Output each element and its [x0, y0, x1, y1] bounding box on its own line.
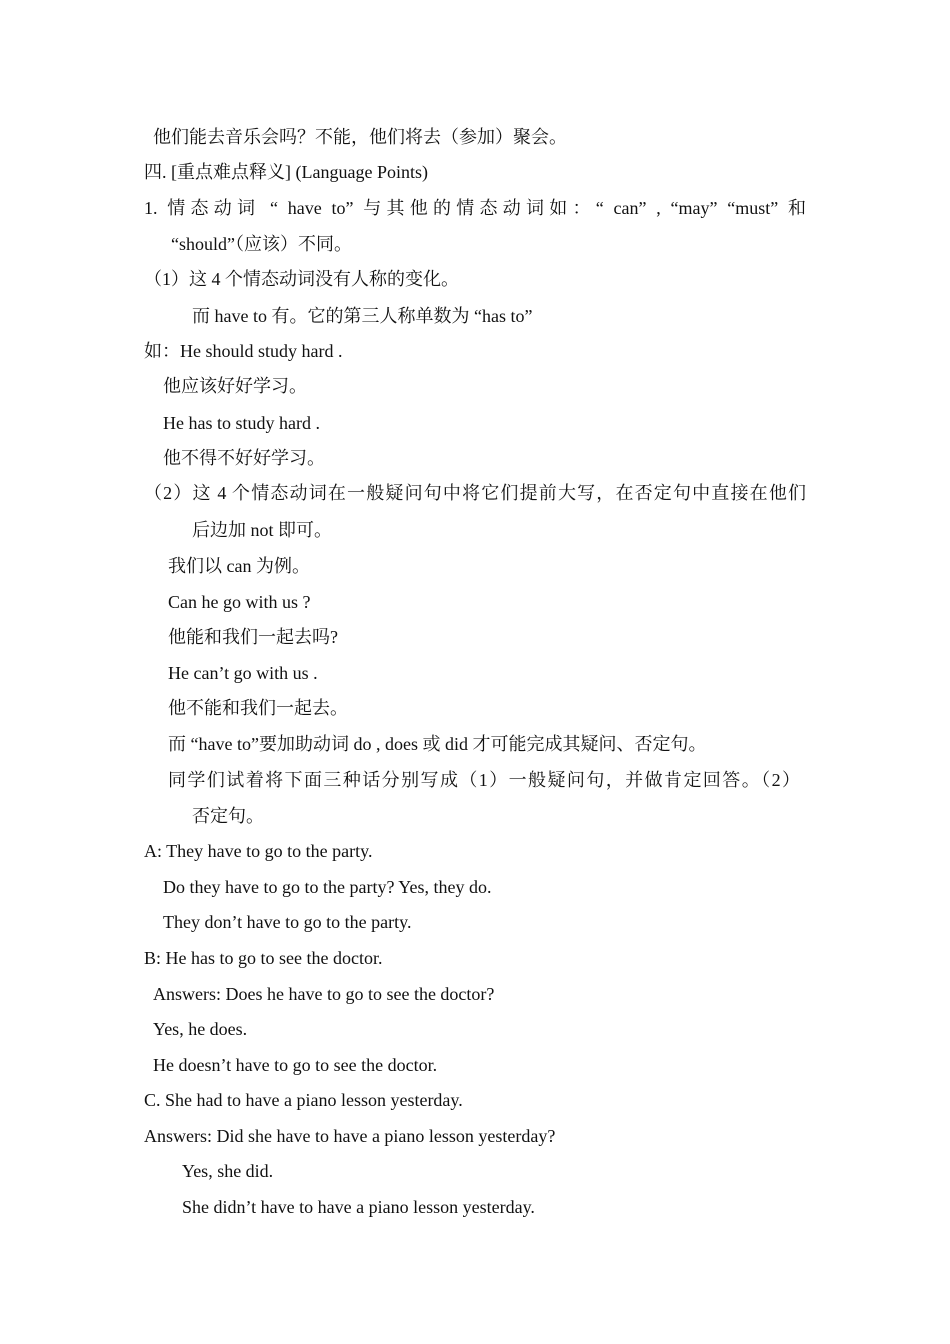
text-line: （1）这 4 个情态动词没有人称的变化。 [144, 269, 459, 289]
text-line: Yes, she did. [182, 1161, 274, 1181]
text-line: 他能和我们一起去吗? [168, 627, 338, 647]
text-line: Can he go with us ? [168, 592, 311, 612]
text-line: Answers: Did she have to have a piano lesson yesterday? [144, 1126, 556, 1146]
text-line: 否定句。 [192, 806, 264, 826]
text-line: 他们能去音乐会吗？不能，他们将去（参加）聚会。 [153, 127, 567, 147]
text-line: Do they have to go to the party? Yes, they do. [163, 877, 492, 897]
text-line: 他应该好好学习。 [163, 376, 307, 396]
text-line: 后边加 not 即可。 [192, 520, 333, 540]
text-line: He has to study hard . [163, 413, 320, 433]
text-line: 而 “have to”要加助动词 do , does 或 did 才可能完成其疑问、否定句。 [168, 734, 707, 754]
section-heading: 四. [重点难点释义] (Language Points) [144, 162, 428, 182]
text-line: 1. 情态动词 “ have to” 与其他的情态动词如：“ can” , “may” “must” 和 [144, 198, 806, 218]
text-line: 他不得不好好学习。 [163, 448, 325, 468]
text-line: “should”（应该）不同。 [171, 234, 352, 254]
text-line: 而 have to 有。它的第三人称单数为 “has to” [192, 306, 533, 326]
text-line: They don’t have to go to the party. [163, 912, 412, 932]
text-line: Yes, he does. [153, 1019, 248, 1039]
text-line: 如：He should study hard . [144, 341, 343, 361]
text-line: C. She had to have a piano lesson yesterday. [144, 1090, 463, 1110]
text-line: Answers: Does he have to go to see the doctor? [153, 984, 495, 1004]
text-line: He can’t go with us . [168, 663, 318, 683]
text-line: 他不能和我们一起去。 [168, 698, 348, 718]
text-line: A: They have to go to the party. [144, 841, 373, 861]
text-line: 同学们试着将下面三种话分别写成（1）一般疑问句，并做肯定回答。（2） [168, 770, 800, 790]
text-line: He doesn’t have to go to see the doctor. [153, 1055, 438, 1075]
text-line: She didn’t have to have a piano lesson yesterday. [182, 1197, 535, 1217]
text-line: （2）这 4 个情态动词在一般疑问句中将它们提前大写，在否定句中直接在他们 [144, 483, 806, 503]
text-line: B: He has to go to see the doctor. [144, 948, 383, 968]
text-line: 我们以 can 为例。 [168, 556, 310, 576]
